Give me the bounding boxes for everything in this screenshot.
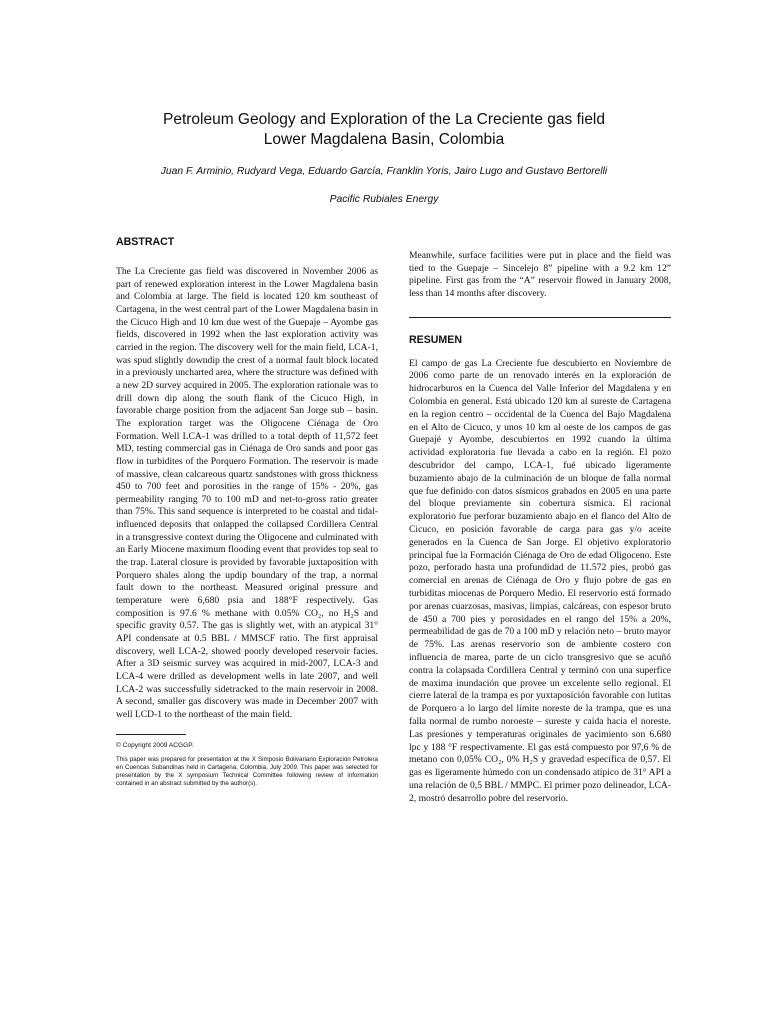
- title-line-2: Lower Magdalena Basin, Colombia: [263, 131, 505, 148]
- abstract-heading: ABSTRACT: [116, 236, 175, 248]
- presentation-footnote: This paper was prepared for presentation at the X Simposio Bolivariano Exploración Petrolera en Cuencas Subandinas held in Cartagena, Colombia, July 2009. This paper was selected for presentation by the X symposium Technical Committee following review of information contained in an abstract submitted by the author(s).: [116, 755, 378, 787]
- footnote-divider: [116, 734, 186, 735]
- affiliation: Pacific Rubiales Energy: [329, 194, 439, 205]
- paper-title: [0, 110, 768, 150]
- author-list: Juan F. Arminio, Rudyard Vega, Eduardo García, Franklin Yoris, Jairo Lugo and Gustavo Bertorelli: [160, 166, 608, 177]
- left-column: [116, 236, 378, 788]
- abstract-continued-text: Meanwhile, surface facilities were put in place and the field was tied to the Guepaje – Sincelejo 8” pipeline with a 9.2 km 12” pipeline. First gas from the “A” reservoir flowed in January 2008, less than 14 months after discovery.: [409, 250, 671, 299]
- right-column: [409, 250, 671, 806]
- section-divider: [409, 317, 671, 318]
- abstract-text: The La Creciente gas field was discovered in November 2006 as part of renewed exploration interest in the Lower Magdalena basin and Colombia at large. The field is located 120 km southeast of Cartagena, in the west central part of the Lower Magdalena basin in the Cicuco High and 10 km due west of the Guepaje – Ayombe gas fields, discovered in 1992 when the last exploration activity was carried in the region. The discovery well for the main field, LCA-1, was spud slightly downdip the crest of a normal fault block located in a previously uncharted area, where the structure was defined with a new 2D survey acquired in 2005. The exploration rationale was to drill down dip along the south flank of the Cicuco High, in favorable charge position from the adjacent San Jorge sub – basin. The exploration target was the Oligocene Ciénaga de Oro Formation. Well LCA-1 was drilled to a total depth of 11,572 feet MD, testing commercial gas in Ciénaga de Oro sands and poor gas flow in turbidites of the Porquero Formation. The reservoir is made of massive, clean calcareous quartz sandstones with gross thickness 450 to 700 feet and porosities in the range of 15% - 20%, gas permeability ranging 70 to 100 mD and net-to-gross ratio greater than 75%. This sand sequence is interpreted to be coastal and tidal-influenced deposits that onlapped the collapsed Cordillera Central in a transgressive context during the Oligocene and culminated with an Early Miocene maximum flooding event that provides top seal to the trap. Lateral closure is provided by favorable juxtaposition with Porquero shales along the updip boundary of the trap, a normal fault down to the northeast. Measured original pressure and temperature were 6,680 psia and 188°F respectively. Gas composition is 97.6 % methane with 0.05% CO₂, no H₂S and specific gravity 0.57. The gas is slightly wet, with an atypical 31° API condensate at 0.5 BBL / MMSCF ratio. The first appraisal discovery, well LCA-2, showed poorly developed reservoir facies. After a 3D seismic survey was acquired in mid-2007, LCA-3 and LCA-4 were drilled as development wells in late 2007, and well LCA-2 was successfully sidetracked to the main reservoir in 2008. A second, smaller gas discovery was made in December 2007 with well LCD-1 to the northeast of the main field.: [116, 266, 378, 720]
- title-line-1: Petroleum Geology and Exploration of the La Creciente gas field: [162, 111, 605, 128]
- resumen-heading: RESUMEN: [409, 333, 462, 346]
- resumen-text: El campo de gas La Creciente fue descubierto en Noviembre de 2006 como parte de un renovado interés en la exploración de hidrocarburos en la Cuenca del Valle Inferior del Magdalena y en Colombia en general. Está ubicado 120 km al sureste de Cartagena en la region centro – occidental de la Cuenca del Bajo Magdalena en el Alto de Cicuco, y unos 10 km al oeste de los campos de gas Guepajé y Ayombe, descubiertos en 1992 cuando la última actividad exploratoria fue llevada a cabo en la región. El pozo descubridor del campo, LCA-1, fué ubicado ligeramente buzamiento abajo de la culminación de un bloque de falla normal que fue definido con datos sísmicos grabados en 2005 en una parte del bloque previamente sin cobertura sísmica. El racional exploratorio fue perforar buzamiento abajo en el flanco del Alto de Cicuco, en posición favorable de carga para gas y/o aceite generados en la Cuenca de San Jorge. El objetivo exploratorio principal fue la Formación Ciénaga de Oro de edad Oligoceno. Este pozo, perforado hasta una profundidad de 11.572 pies, probó gas comercial en arenas de Ciénaga de Oro y flujo pobre de gas en turbiditas miocenas de Porquero Medio. El reservorio está formado por arenas cuarzosas, masivas, limpias, calcáreas, con espesor bruto de 450 a 700 pies y porosidades en el rango del 15% a 20%, permeabilidad de gas de 70 a 100 mD y relación neto – bruto mayor de 75%. Las arenas reservorio son de ambiente costero con influencia de marea, parte de un ciclo transgresivo que se acuñó contra la colapsada Cordillera Central y terminó con una superfice de maxima inundación que provee un excelente sello regional. El cierre lateral de la trampa es por yuxtaposición favorable con lutitas de Porquero a lo largo del límite noreste de la trampa, que es una falla normal de rumbo noroeste – sureste y caída hacia el noreste. Las presiones y temperaturas originales de yacimiento son 6.680 lpc y 188 °F respectivamente. El gas está compuesto por 97,6 % de metano con 0,05% CO₂, 0% H₂S y gravedad específica de 0,57. El gas es ligeramente húmedo con un condensado atípico de 31° API a una relación de 0,5 BBL / MMPC. El primer pozo delineador, LCA-2, mostró desarrollo pobre del reservorio.: [409, 357, 671, 804]
- copyright-notice: © Copyright 2009 ACGGP.: [116, 741, 194, 749]
